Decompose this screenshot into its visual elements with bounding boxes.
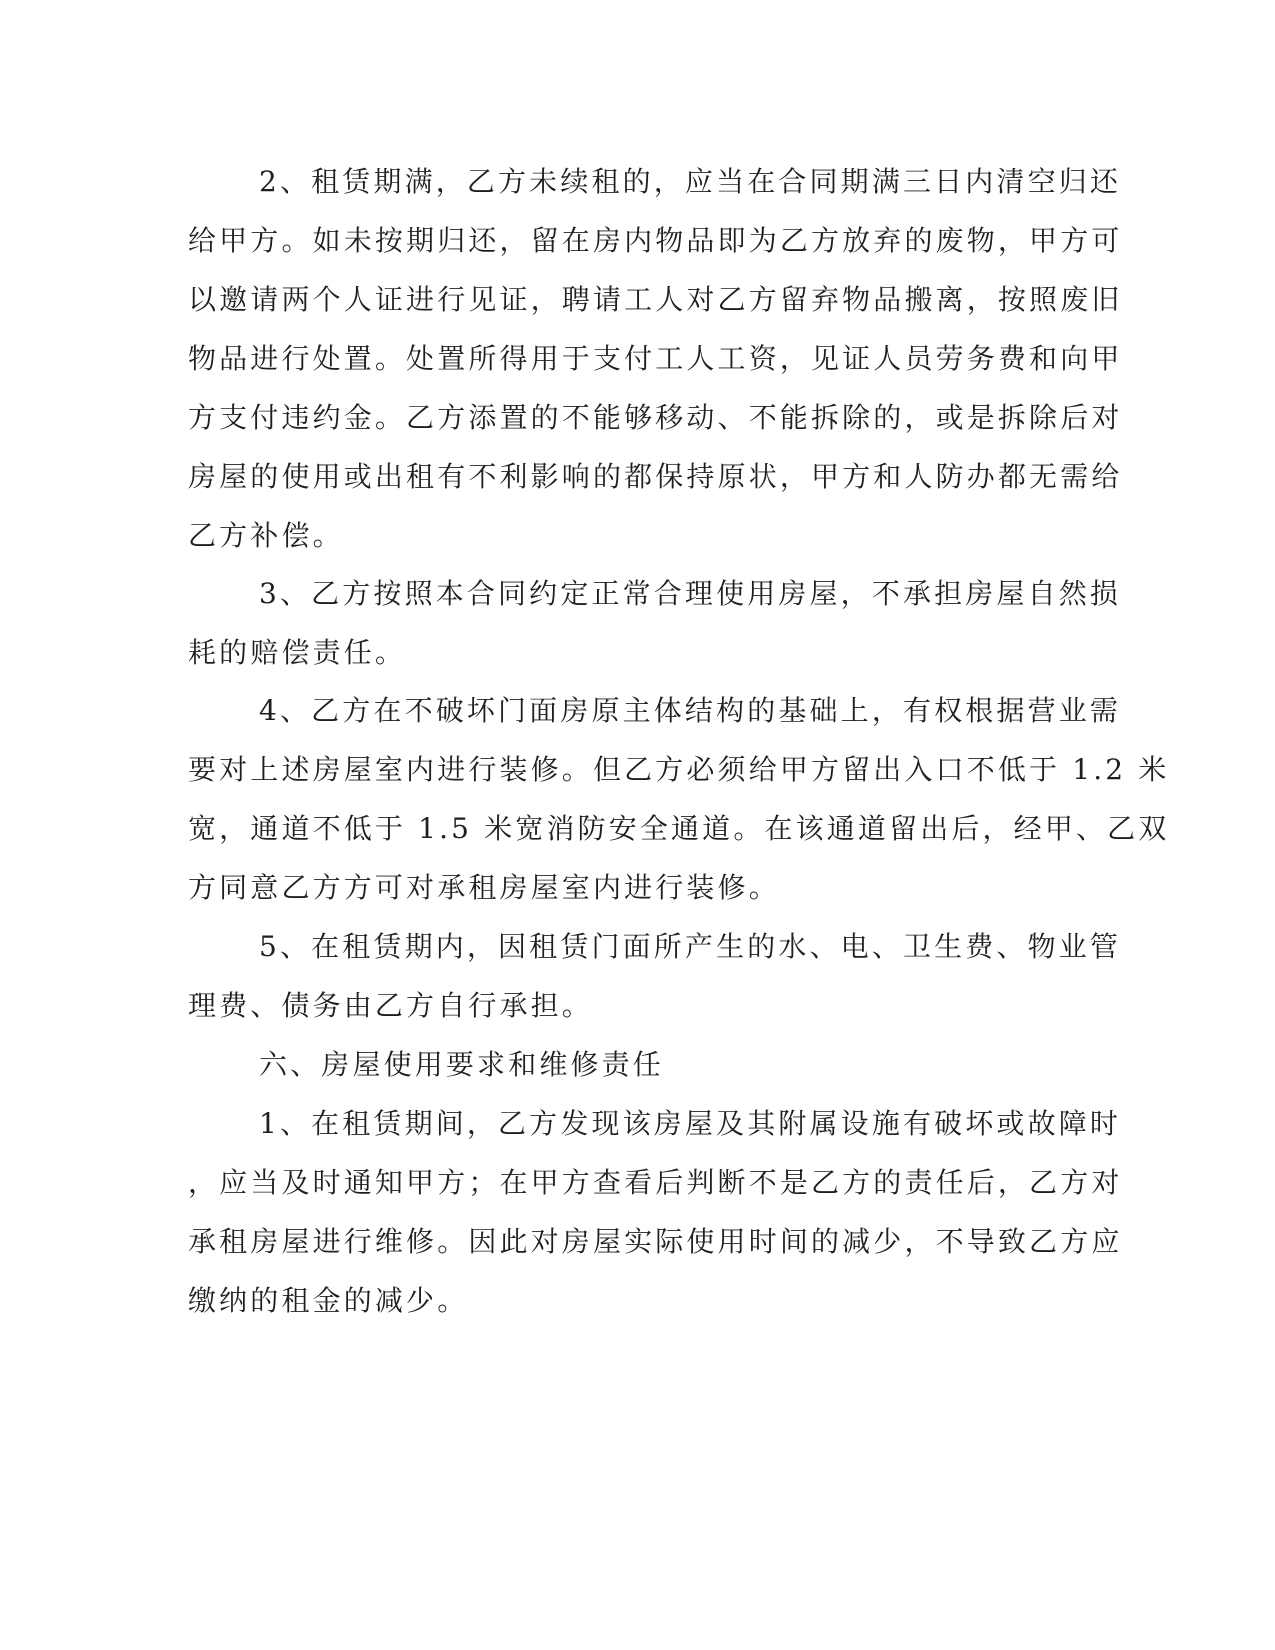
section-6-paragraph-1-line-2: ，应当及时通知甲方；在甲方查看后判断不是乙方的责任后，乙方对 (188, 1166, 1123, 1199)
paragraph-4-line-4: 方同意乙方方可对承租房屋室内进行装修。 (188, 871, 780, 904)
section-6-paragraph-1-line-4: 缴纳的租金的减少。 (188, 1284, 469, 1317)
paragraph-2-line-1: 2、租赁期满，乙方未续租的，应当在合同期满三日内清空归还 (259, 165, 1122, 198)
paragraph-2-line-2: 给甲方。如未按期归还，留在房内物品即为乙方放弃的废物，甲方可 (188, 224, 1123, 257)
paragraph-2-line-7: 乙方补偿。 (188, 519, 344, 552)
paragraph-2-line-4: 物品进行处置。处置所得用于支付工人工资，见证人员劳务费和向甲 (188, 342, 1123, 375)
section-6-paragraph-1-line-1: 1、在租赁期间，乙方发现该房屋及其附属设施有破坏或故障时 (259, 1107, 1122, 1140)
paragraph-5-line-2: 理费、债务由乙方自行承担。 (188, 989, 593, 1022)
paragraph-2-line-5: 方支付违约金。乙方添置的不能够移动、不能拆除的，或是拆除后对 (188, 401, 1123, 434)
section-6-heading: 六、房屋使用要求和维修责任 (259, 1048, 664, 1081)
paragraph-5-line-1: 5、在租赁期内，因租赁门面所产生的水、电、卫生费、物业管 (259, 930, 1122, 963)
paragraph-4-line-3: 宽，通道不低于 1.5 米宽消防安全通道。在该通道留出后，经甲、乙双 (188, 812, 1170, 845)
paragraph-2-line-3: 以邀请两个人证进行见证，聘请工人对乙方留弃物品搬离，按照废旧 (188, 283, 1123, 316)
paragraph-3-line-2: 耗的赔偿责任。 (188, 636, 407, 669)
paragraph-4-line-2: 要对上述房屋室内进行装修。但乙方必须给甲方留出入口不低于 1.2 米 (188, 753, 1170, 786)
paragraph-3-line-1: 3、乙方按照本合同约定正常合理使用房屋，不承担房屋自然损 (259, 577, 1122, 610)
section-6-paragraph-1-line-3: 承租房屋进行维修。因此对房屋实际使用时间的减少，不导致乙方应 (188, 1225, 1123, 1258)
paragraph-4-line-1: 4、乙方在不破坏门面房原主体结构的基础上，有权根据营业需 (259, 694, 1122, 727)
paragraph-2-line-6: 房屋的使用或出租有不利影响的都保持原状，甲方和人防办都无需给 (188, 460, 1123, 493)
